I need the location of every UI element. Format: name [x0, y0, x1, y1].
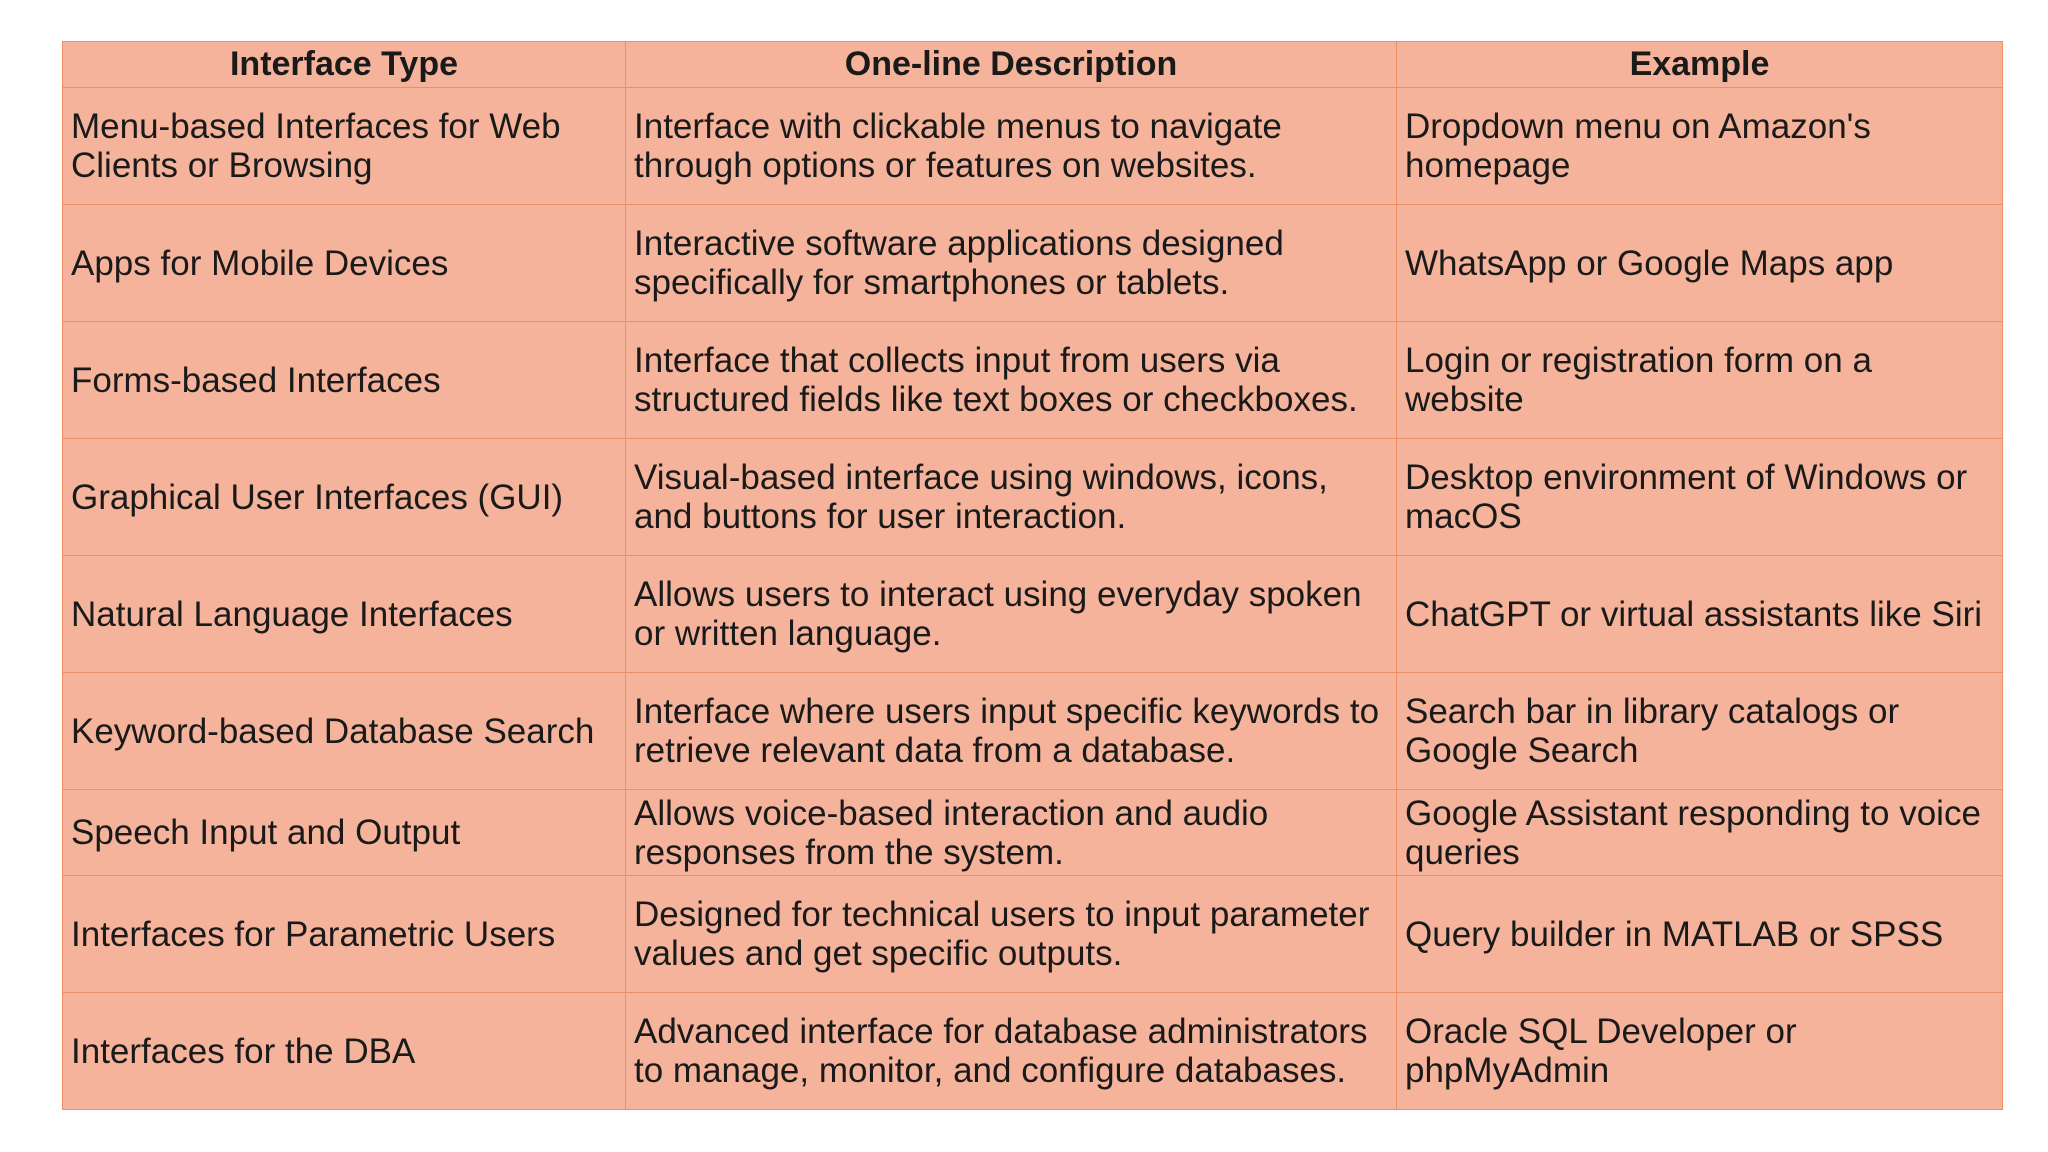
cell-example: WhatsApp or Google Maps app — [1397, 205, 2003, 322]
cell-interface-type: Natural Language Interfaces — [63, 556, 626, 673]
cell-interface-type: Forms-based Interfaces — [63, 322, 626, 439]
cell-description: Interface that collects input from users via structured fields like text boxes or checkboxes. — [626, 322, 1397, 439]
cell-description: Interface where users input specific keywords to retrieve relevant data from a database. — [626, 673, 1397, 790]
header-interface-type: Interface Type — [63, 42, 626, 88]
cell-interface-type: Speech Input and Output — [63, 790, 626, 876]
cell-interface-type: Interfaces for Parametric Users — [63, 876, 626, 993]
table-row — [63, 556, 2003, 673]
cell-example: Google Assistant responding to voice queries — [1397, 790, 2003, 876]
cell-description: Advanced interface for database administrators to manage, monitor, and configure databases. — [626, 993, 1397, 1110]
table-row — [63, 88, 2003, 205]
table-row — [63, 876, 2003, 993]
table-row — [63, 790, 2003, 876]
cell-example: Search bar in library catalogs or Google Search — [1397, 673, 2003, 790]
table-row — [63, 993, 2003, 1110]
cell-interface-type: Apps for Mobile Devices — [63, 205, 626, 322]
cell-example: Dropdown menu on Amazon's homepage — [1397, 88, 2003, 205]
cell-example: Oracle SQL Developer or phpMyAdmin — [1397, 993, 2003, 1110]
table-header-row — [63, 42, 2003, 88]
interface-types-table — [62, 41, 2003, 1110]
cell-interface-type: Interfaces for the DBA — [63, 993, 626, 1110]
cell-interface-type: Keyword-based Database Search — [63, 673, 626, 790]
cell-description: Visual-based interface using windows, icons, and buttons for user interaction. — [626, 439, 1397, 556]
table-row — [63, 439, 2003, 556]
table-row — [63, 205, 2003, 322]
cell-interface-type: Menu-based Interfaces for Web Clients or Browsing — [63, 88, 626, 205]
header-description: One-line Description — [626, 42, 1397, 88]
cell-description: Allows voice-based interaction and audio responses from the system. — [626, 790, 1397, 876]
cell-example: Desktop environment of Windows or macOS — [1397, 439, 2003, 556]
cell-example: Login or registration form on a website — [1397, 322, 2003, 439]
cell-example: ChatGPT or virtual assistants like Siri — [1397, 556, 2003, 673]
interface-types-table-container — [62, 41, 2002, 1110]
cell-description: Interactive software applications designed specifically for smartphones or tablets. — [626, 205, 1397, 322]
cell-example: Query builder in MATLAB or SPSS — [1397, 876, 2003, 993]
cell-description: Interface with clickable menus to navigate through options or features on websites. — [626, 88, 1397, 205]
cell-description: Allows users to interact using everyday spoken or written language. — [626, 556, 1397, 673]
cell-description: Designed for technical users to input parameter values and get specific outputs. — [626, 876, 1397, 993]
header-example: Example — [1397, 42, 2003, 88]
cell-interface-type: Graphical User Interfaces (GUI) — [63, 439, 626, 556]
table-row — [63, 322, 2003, 439]
table-row — [63, 673, 2003, 790]
